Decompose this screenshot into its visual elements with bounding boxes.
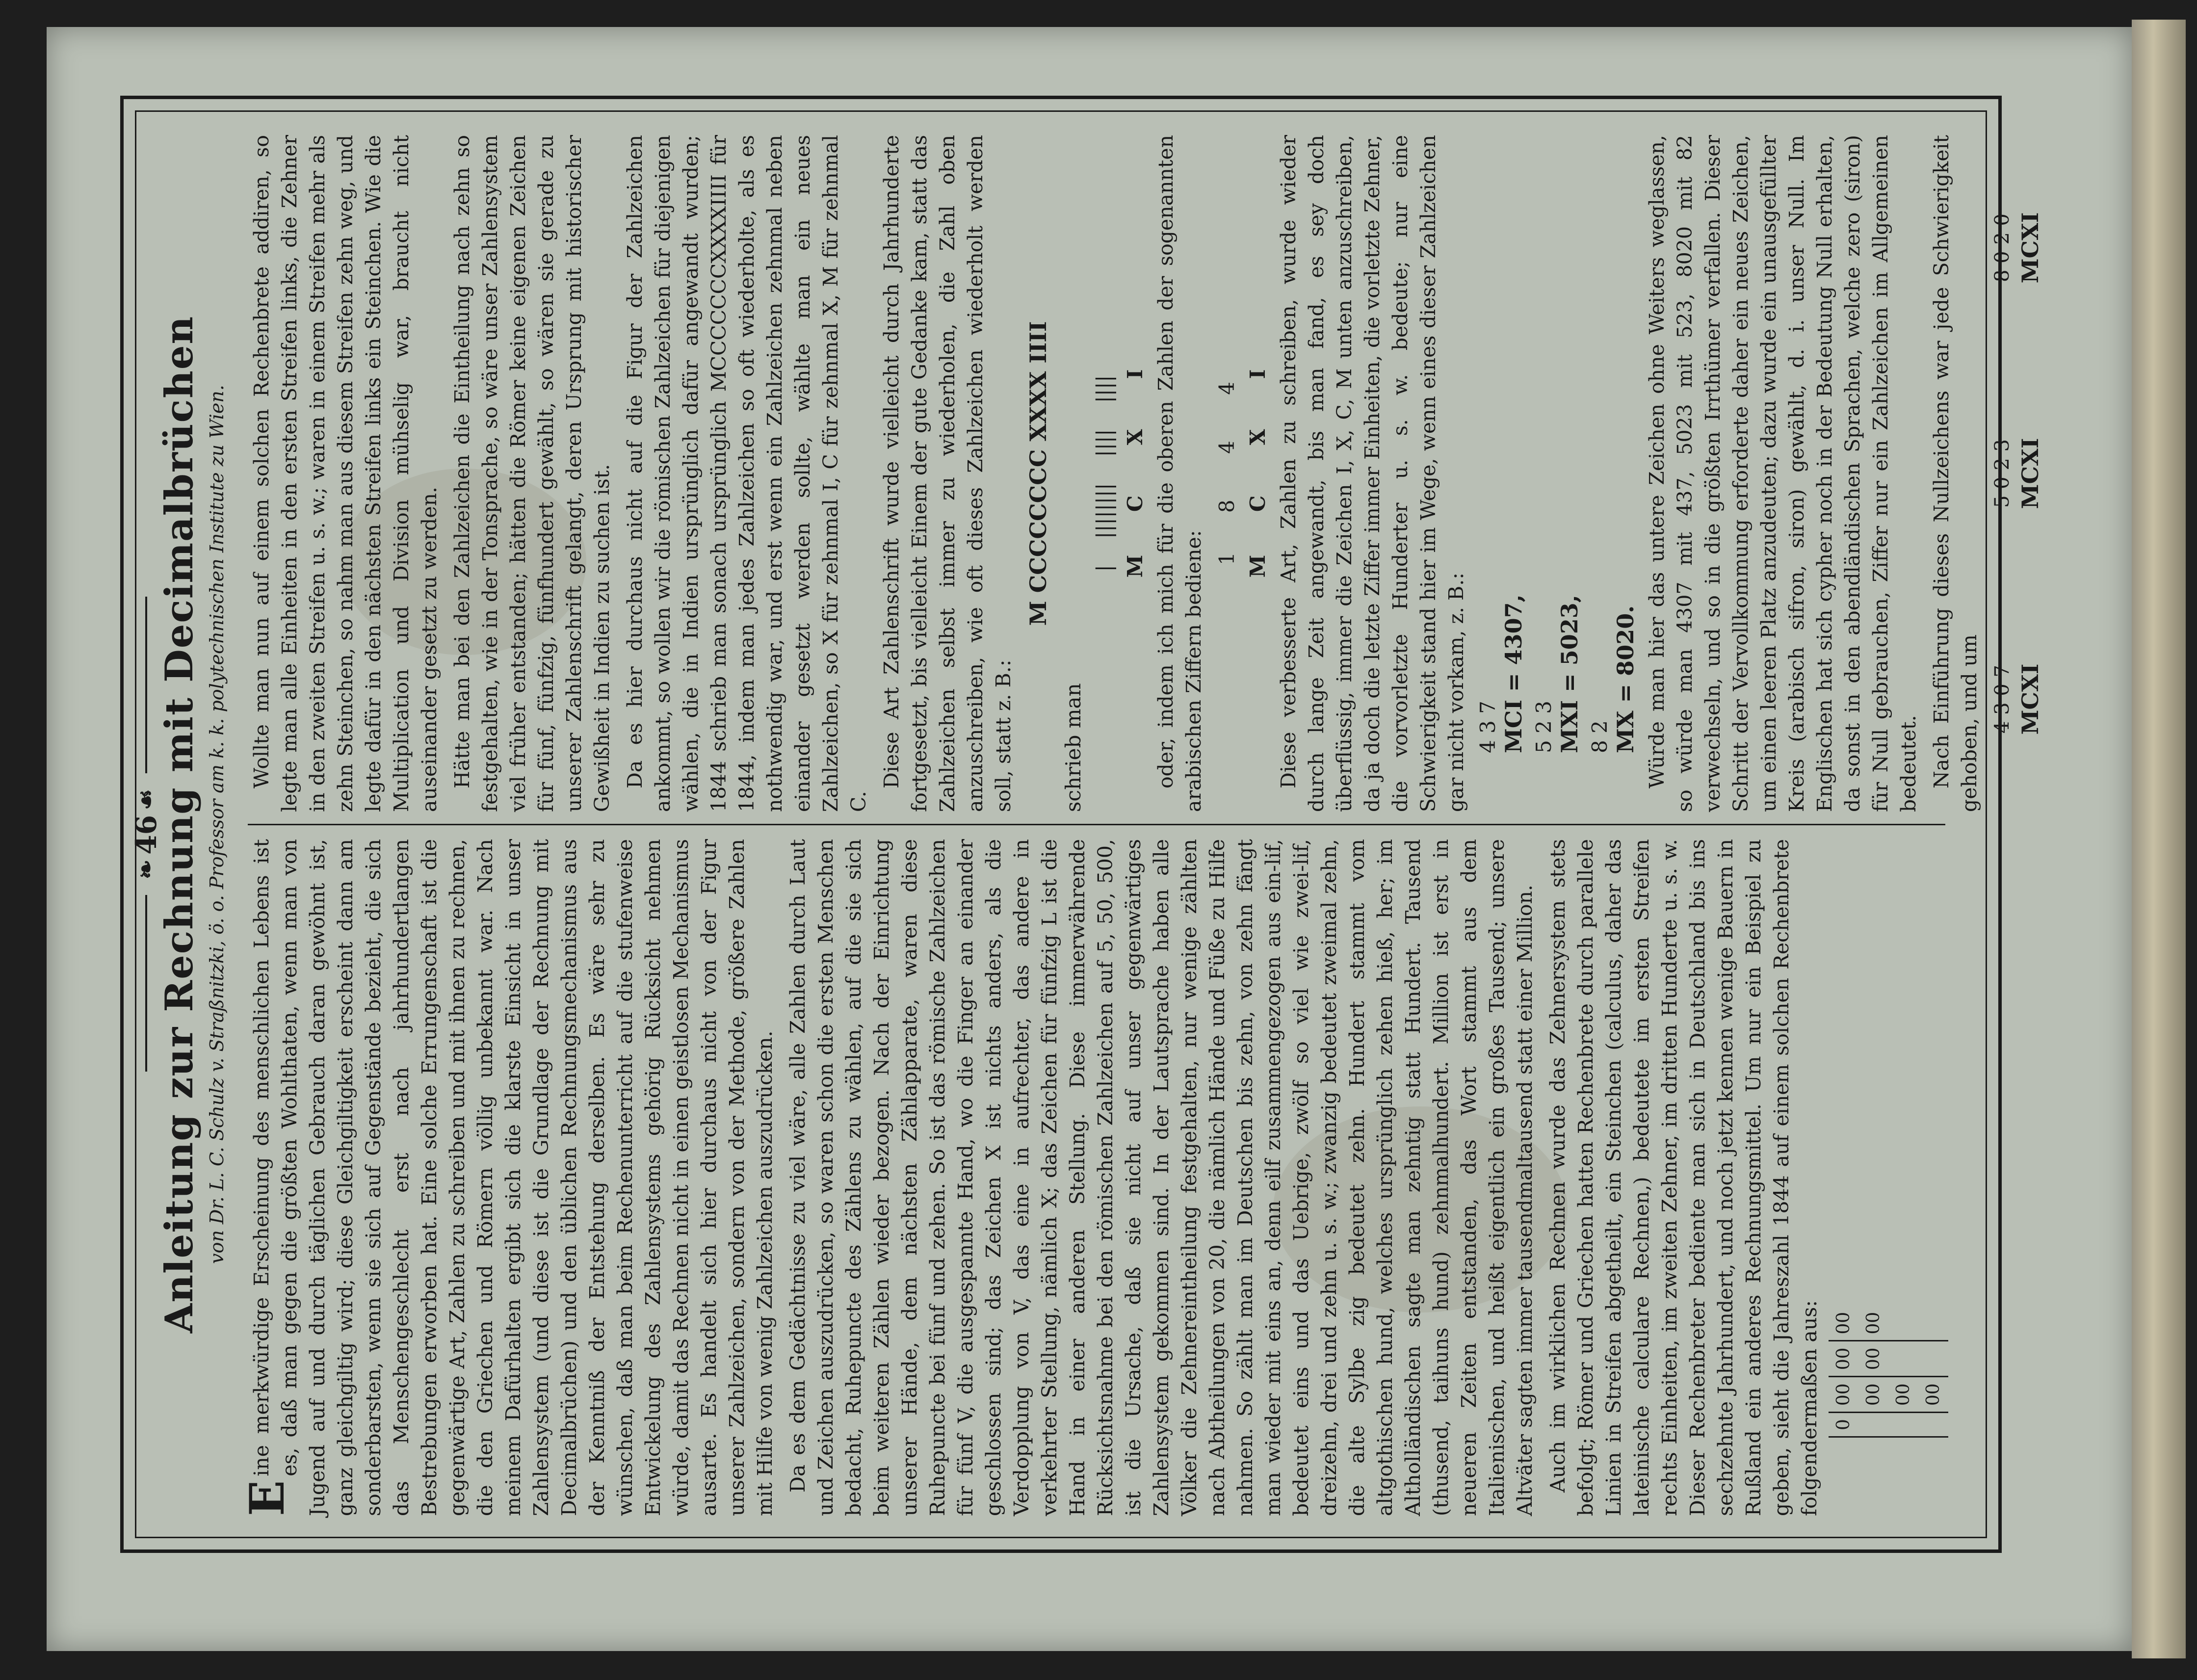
page-number: 46 [130,815,163,855]
left-column [239,839,1955,1516]
paragraph-text: ine merkwürdige Erscheinung des menschlichen Lebens ist es, daß man gegen die größten Wohlthaten, wenn man von Jugend auf und durch täglichen Gebrauch daran gewöhnt ist, ganz gleichgiltig wird; diese Gleichgiltigkeit erscheint dann am sonderbarsten, wenn sie sich auf Gegenstände bezieht, die sich das Menschengeschlecht erst nach jahrhundertlangen Bestrebungen erworben hat. Eine solche Errungenschaft ist die gegenwärtige Art, Zahlen zu schreiben und mit ihnen zu rechnen, die den Griechen und Römern völlig unbekannt war. Nach meinem Dafürhalten ergibt sich die klarste Einsicht in unser Zahlensystem (und diese ist die Grundlage der Rechnung mit Decimalbrüchen) und den üblichen Rechnungsmechanismus aus der Kenntniß der Entstehung derselben. Es wäre sehr zu wünschen, daß man beim Rechenunterricht auf die stufenweise Entwickelung des Zahlensystems gehörig Rücksicht nehmen würde, damit das Rechnen nicht in einen geistlosen Mechanismus ausarte. Es handelt sich hier durchaus nicht von der Figur unserer Zahlzeichen, sondern von der Methode, größere Zahlen mit Hilfe von wenig Zahlzeichen auszudrücken. [250,839,777,1516]
paragraph [239,839,779,1516]
right-ornament: ☙ [132,789,160,811]
paragraph: Da es dem Gedächtnisse zu viel wäre, alle Zahlen durch Laut und Zeichen auszudrücken, so waren schon die ersten Menschen bedacht, Ruhepuncte des Zählens zu wählen, auf die sie sich beim weiteren Zählen wieder bezogen. Nach der Einrichtung unserer Hände, dem nächsten Zählapparate, waren diese Ruhepuncte bei fünf und zehen. So ist das römische Zahlzeichen für fünf V, die ausgespannte Hand, wo die Finger an einander geschlossen sind; das Zeichen X ist nichts anders, als die Verdopplung von V, das eine in aufrechter, das andere in verkehrter Stellung, nämlich X; das Zeichen für fünfzig L ist die Hand in einer anderen Stellung. Diese immerwährende Rücksichtsnahme bei den römischen Zahlzeichen auf 5, 50, 500, ist die Ursache, daß sie nicht auf unser gegenwärtiges Zahlensystem gekommen sind. In der Lautsprache haben alle Völker die Zehnereintheilung festgehalten, nur wenige zählten nach Abtheilungen von 20, die nämlich Hände und Füße zu Hilfe nahmen. So zählt man im Deutschen bis zehn, von zehn fängt man wieder mit eins an, denn eilf zusammengezogen aus ein-lif, bedeutet eins und das Uebrige, zwölf so viel wie zwei-lif, dreizehn, drei und zehn u. s. w.; zwanzig bedeutet zweimal zehn, die alte Sylbe zig bedeutet zehn. Hundert stammt vom altgothischen hund, welches ursprünglich zehen hieß, her; im Altholländischen sagte man zehntig statt Hundert. Tausend (thusend, taihuns hund) zehnmalhundert. Million ist erst in neueren Zeiten entstanden, das Wort stammt aus dem Italienischen, und heißt eigentlich ein großes Tausend; unsere Altväter sagten immer tausendmaltausend statt einer Million. [786,839,1537,1516]
example-3 [1587,135,1639,753]
example-3-top: 8 2 [1588,720,1612,753]
paragraph: oder, indem ich mich für die oberen Zahlen der sogenannten arabischen Ziffern bediene: [1154,135,1205,812]
example-2-top: 5 2 3 [1532,701,1556,753]
abacus-cell: 0 [1829,1413,1858,1437]
final-example-bottom: MCXI [2017,663,2043,735]
mcxi-line: M C X I [1123,369,1147,578]
abacus-cell [1918,1413,1948,1437]
final-example-bottom: MCXI [2017,212,2043,284]
abacus-row [1918,1306,1948,1437]
article-title: Anleitung zur Rechnung mit Decimalbrüchen [157,315,202,1334]
abacus-cell [1888,1341,1918,1377]
final-example [1988,664,2044,735]
paragraph: Nach Einführung dieses Nullzeichens war jede Schwierigkeit gehoben, und um [1930,135,1981,812]
tally-line: | |||||||| |||| |||| [1092,375,1116,572]
mcxi-line-2: M C X I [1246,369,1270,578]
abacus-cell: 00 [1829,1341,1858,1377]
abacus-cell: 00 [1858,1341,1888,1377]
abacus-cell [1918,1341,1948,1377]
abacus-cell: 00 [1918,1377,1948,1413]
digits-line: 1 8 4 4 [1215,382,1239,565]
abacus-cell: 00 [1888,1377,1918,1413]
abacus-cell [1888,1413,1918,1437]
paragraph: Wollte man nun auf einem solchen Rechenbrete addiren, so legte man alle Einheiten in den ersten Streifen links, die Zehner in den zweiten Streifen u. s. w.; waren in einem Streifen mehr als zehn Steinchen, so nahm man aus diesem Streifen zehn weg, und legte dafür in den nächsten Streifen links ein Steinchen. Wie die Multiplication und Division mühselig war, braucht nicht auseinander gesetzt zu werden. [250,135,441,812]
abacus-cell: 00 [1829,1306,1858,1341]
abacus-cell [1858,1413,1888,1437]
abacus-row [1829,1306,1858,1437]
abacus-cell: 00 [1858,1306,1888,1341]
schrieb-label: schrieb man [1061,683,1085,812]
example-1-top: 4 3 7 [1476,701,1500,753]
column-divider [248,824,1945,825]
paragraph: Würde man hier das untere Zeichen ohne Weiters weglassen, so würde man 4307 mit 437, 5023 mit 523, 8020 mit 82 verwechseln, und so in die größten Irrthümer verfallen. Dieser Schritt der Vervollkommung erforderte daher ein neues Zeichen, um einen leeren Platz anzudeuten; dazu wurde ein unausgefüllter Kreis (arabisch sifron, siron) gewählt, d. i. unser Null. Im Englischen hat sich cypher noch in der Bedeutung Null erhalten, da sonst in den abendländischen Sprachen, welche zero (siron) für Null gebrauchen, Ziffer nur ein Zahlzeichen im Allgemeinen bedeutet. [1645,135,1920,812]
article-byline: von Dr. L. C. Schulz v. Straßnitzki, ö. o. Professor am k. k. polytechnischen Institute zu Wien. [206,385,228,1264]
paragraph: Diese Art Zahlenschrift wurde vielleicht durch Jahrhunderte fortgesetzt, bis vielleicht Einem der gute Gedanke kam, statt das Zahlzeichen selbst immer zu wiederholen, die Zahl oben anzuschreiben, wie oft dieses Zahlzeichen wiederholt werden soll, statt z. B.: [880,135,1015,812]
final-example-top: 8 0 2 0 [1991,213,2014,282]
final-example [1988,438,2044,509]
abacus-figure [1829,1306,1948,1438]
final-example-bottom: MCXI [2017,438,2043,509]
paragraph: Da es hier durchaus nicht auf die Figur der Zahlzeichen ankommt, so wollen wir die römischen Zahlzeichen für diejenigen wählen, die in Indien ursprünglich dafür angewandt wurden; 1844 schrieb man sonach ursprünglich MCCCCCCCXXXXIIII für 1844, indem man jedes Zahlzeichen so oft wiederholte, als es nothwendig war, und erst wenn ein Zahlzeichen zehnmal neben einander gesetzt werden sollte, wählte man ein neues Zahlzeichen, so X für zehnmal I, C für zehnmal X, M für zehnmal C. [623,135,870,812]
article-rotated [142,118,2043,1531]
example-2 [1531,135,1583,753]
abacus-row [1888,1306,1918,1437]
example-1 [1475,135,1527,753]
abacus-cell: 00 [1829,1377,1858,1413]
final-example-top: 4 3 0 7 [1991,665,2014,734]
right-column [248,135,2043,812]
paragraph: Hätte man bei den Zahlzeichen die Eintheilung nach zehn so festgehalten, wie in der Tonsprache, so wäre unser Zahlensystem viel früher entstanden; hätten die Römer keine eigenen Zeichen für fünf, fünfzig, fünfhundert gewählt, so wären sie gerade zu unserer Zahlenschrift gelangt, deren Ursprung mit historischer Gewißheit in Indien zu suchen ist. [450,135,614,812]
abacus-cell [1888,1306,1918,1341]
paragraph: Auch im wirklichen Rechnen wurde das Zehnersystem stets befolgt; Römer und Griechen hatten Rechenbrete durch parallele Linien in Streifen abgetheilt, ein Steinchen (calculus, daher das lateinische calculare Rechnen,) bedeutete im ersten Streifen rechts Einheiten, im zweiten Zehner, im dritten Hunderte u. s. w. Dieser Rechenbreter bediente man sich in Deutschland bis ins sechzehnte Jahrhundert, und noch jetzt kennen wenige Bauern in Rußland ein anderes Rechnungsmittel. Um nur ein Beispiel zu geben, sieht die Jahreszahl 1844 auf einem solchen Rechenbrete folgendermaßen aus: [1546,839,1821,1516]
page-edge [2132,20,2186,1658]
final-example [1988,212,2044,284]
left-ornament: ❧ [132,859,160,879]
example-3-bottom: MX = 8020. [1612,605,1639,753]
paragraph: Diese verbesserte Art, Zahlen zu schreiben, wurde wieder durch lange Zeit angewandt, bis man fand, es sey doch überflüssig, immer die Zeichen I, X, C, M unten anzuschreiben, da ja doch die letzte Ziffer immer Einheiten, die vorletzte Zehner, die vorvorletzte Hunderter u. s. w. bedeute; nur eine Schwierigkeit stand hier im Wege, wenn eines dieser Zahlzeichen gar nicht vorkam, z. B.: [1277,135,1468,812]
final-examples [1988,135,2044,812]
roman-numeral-line: M CCCCCCCC XXXX IIII [1025,321,1051,626]
example-1-bottom: MCI = 4307, [1500,594,1527,753]
abacus-row [1858,1306,1888,1437]
drop-cap: E [239,1480,295,1516]
example-2-bottom: MXI = 5023, [1556,595,1583,753]
final-example-top: 5 0 2 3 [1991,439,2014,508]
abacus-cell: 00 [1858,1377,1888,1413]
abacus-cell [1918,1306,1948,1341]
